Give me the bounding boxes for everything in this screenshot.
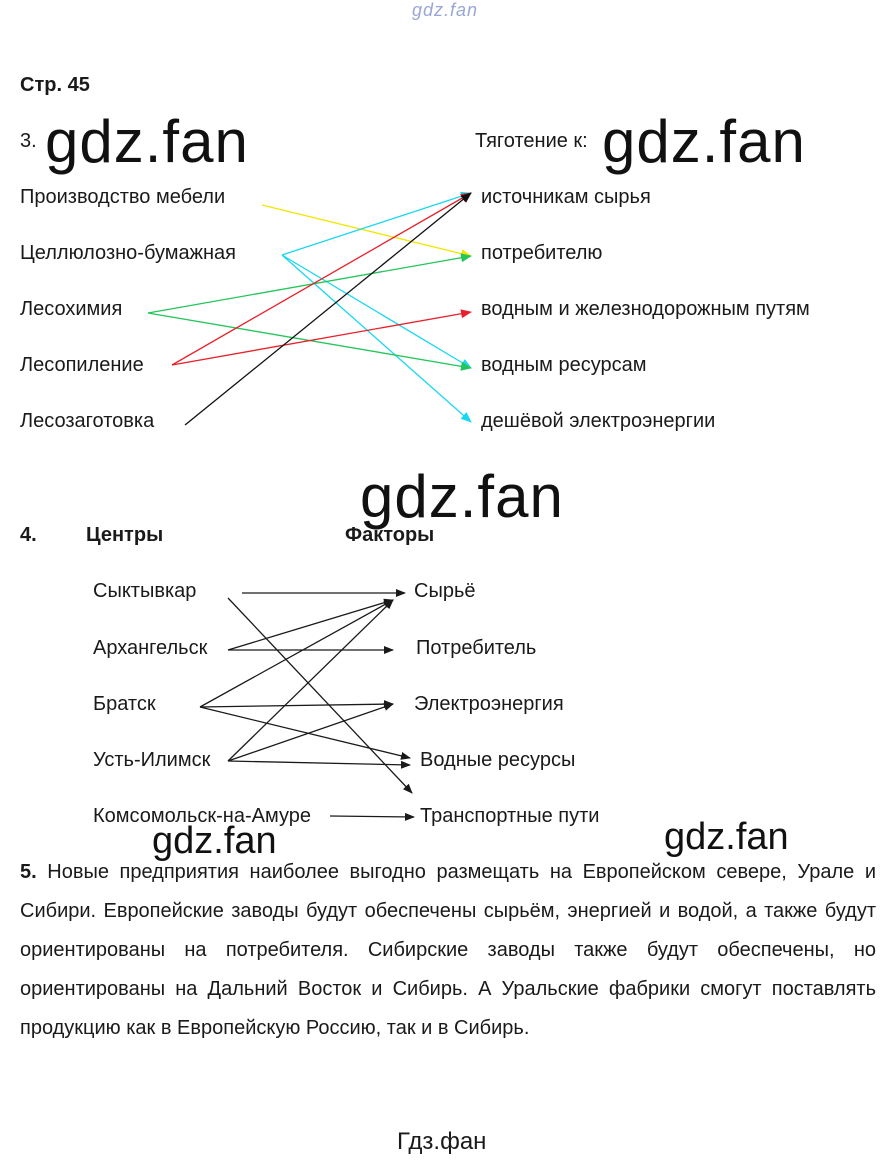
task4-left-item: Комсомольск-на-Амуре — [93, 805, 311, 827]
task5-number: 5. — [20, 861, 37, 883]
task3-left-item: Производство мебели — [20, 186, 226, 208]
task3-arrow — [185, 193, 471, 425]
task3-arrow — [172, 193, 471, 365]
task3-right-item: дешёвой электроэнергии — [481, 410, 716, 432]
task4-arrow — [200, 707, 410, 758]
footer-label: Гдз.фан — [397, 1128, 487, 1155]
task3-number: 3. — [20, 130, 37, 152]
watermark-small: gdz.fan — [152, 820, 277, 862]
task3-right-item: водным ресурсам — [481, 354, 647, 376]
task3-right-header: Тяготение к: — [475, 130, 588, 152]
task3-right-item: источникам сырья — [481, 186, 651, 208]
task3-arrow — [148, 256, 471, 313]
task3-left-item: Лесопиление — [20, 354, 144, 376]
task3-left-item: Целлюлозно-бумажная — [20, 242, 236, 264]
watermark-small: gdz.fan — [664, 816, 789, 858]
task4-right-header: Факторы — [345, 524, 435, 546]
task3-arrow — [282, 255, 471, 368]
task4-right-item: Электроэнергия — [414, 693, 564, 715]
task4-number: 4. — [20, 524, 37, 546]
watermark: gdz.fan — [360, 463, 564, 530]
task3-arrow — [282, 255, 471, 422]
task3-connectors — [148, 193, 471, 425]
task3-left-item: Лесозаготовка — [20, 410, 155, 432]
task4-right-item: Потребитель — [416, 637, 537, 659]
task4-left-item: Братск — [93, 693, 156, 715]
task4-connectors — [200, 593, 414, 817]
task4-left-header: Центры — [86, 524, 164, 546]
task3-right-item: потребителю — [481, 242, 603, 264]
page-label: Стр. 45 — [20, 74, 90, 96]
task4-arrow — [330, 816, 414, 817]
task4-arrow — [200, 600, 393, 707]
task4-left-item: Усть-Илимск — [93, 749, 211, 771]
task4-arrow — [228, 704, 393, 761]
task4-left-item: Сыктывкар — [93, 580, 197, 602]
task3-arrow — [262, 205, 471, 256]
task3-arrow — [282, 193, 471, 255]
task4-left-item: Архангельск — [93, 637, 208, 659]
watermark: gdz.fan — [602, 108, 806, 175]
task4-arrow — [228, 598, 412, 793]
task3-left-item: Лесохимия — [20, 298, 123, 320]
task4-right-item: Водные ресурсы — [420, 749, 576, 771]
task4-arrow — [200, 704, 393, 707]
task3-right-item: водным и железнодорожным путям — [481, 298, 810, 320]
task5-text: Новые предприятия наиболее выгодно размещать на Европейском севере, Урале и Сибири. Европейские заводы будут обеспечены сырьём, энергией и водой, а также будут ориентированы на потребителя. Сибирские заводы также будут обеспечены, но ориентированы на Дальний Восток и Сибирь. А Уральские фабрики смогут поставлять продукцию как в Европейскую Россию, так и в Сибирь. — [20, 861, 876, 1039]
task4-right-item: Сырьё — [414, 580, 476, 602]
watermark: gdz.fan — [45, 108, 249, 175]
task4-right-item: Транспортные пути — [420, 805, 600, 827]
watermark-top: gdz.fan — [412, 0, 479, 20]
